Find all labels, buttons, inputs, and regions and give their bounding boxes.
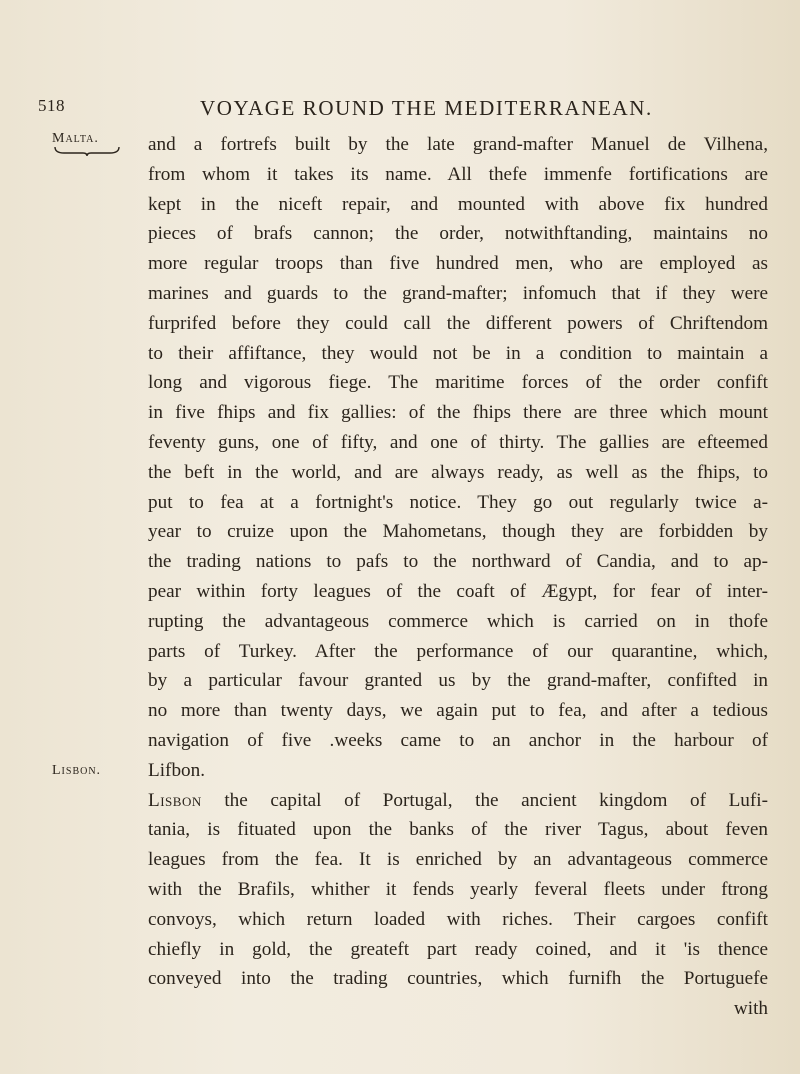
running-title: VOYAGE ROUND THE MEDITERRANEAN. — [200, 96, 653, 120]
text-line: from whom it takes its name. All thefe immenfe fortifications are — [148, 163, 768, 185]
text-line: feventy guns, one of fifty, and one of thirty. The gallies are efteemed — [148, 431, 768, 453]
text-line: in five fhips and fix gallies: of the fhips there are three which mount — [148, 402, 768, 424]
text-line: the trading nations to pafs to the northward of Candia, and to ap- — [148, 551, 768, 573]
margin-note-lisbon-text: Lisbon. — [52, 763, 102, 778]
paragraph-2-first-line — [148, 786, 768, 816]
margin-note-lisbon — [52, 763, 101, 779]
text-line: marines and guards to the grand-mafter; infomuch that if they were — [148, 282, 768, 304]
catchword: with — [733, 998, 768, 1020]
text-line: kept in the niceft repair, and mounted with above fix hundred — [148, 193, 768, 215]
text-line: by a particular favour granted us by the grand-mafter, confifted in — [148, 670, 768, 692]
text-line: convoys, which return loaded with riches. Their cargoes confift — [148, 908, 768, 930]
text-line: conveyed into the trading countries, which furnifh the Portuguefe — [148, 968, 768, 990]
text-line: furprifed before they could call the different powers of Chriftendom — [148, 312, 768, 334]
body-text — [148, 130, 768, 1024]
text-line: put to fea at a fortnight's notice. They go out regularly twice a- — [148, 491, 768, 513]
text-line: and a fortrefs built by the late grand-mafter Manuel de Vilhena, — [148, 134, 768, 155]
paragraph-2-lines — [148, 815, 768, 994]
text-line: with the Brafils, whither it fends yearly feveral fleets under ftrong — [148, 878, 768, 900]
lead-word: Lisbon — [148, 789, 202, 811]
text-line: no more than twenty days, we again put to fea, and after a tedious — [148, 700, 768, 722]
text-line: pear within forty leagues of the coaft of Ægypt, for fear of inter- — [148, 580, 768, 602]
text-line: year to cruize upon the Mahometans, though they are forbidden by — [148, 521, 768, 543]
text-line: to their affiftance, they would not be in a condition to maintain a — [148, 342, 768, 364]
paragraph-2 — [148, 786, 768, 995]
text-line: chiefly in gold, the greateft part ready coined, and it 'is thence — [148, 938, 768, 960]
text-line: rupting the advantageous commerce which is carried on in thofe — [148, 610, 768, 632]
text-line: the beft in the world, and are always ready, as well as the fhips, to — [148, 461, 768, 483]
text-line: more regular troops than five hundred men, who are employed as — [148, 253, 768, 275]
first-line-rest: the capital of Portugal, the ancient kingdom of Lufi- — [201, 789, 768, 811]
margin-note-malta-text: Malta. — [52, 131, 99, 146]
text-line: tania, is fituated upon the banks of the river Tagus, about feven — [148, 819, 768, 841]
paragraph-1 — [148, 130, 768, 786]
margin-note-malta — [52, 131, 99, 147]
text-line: Lifbon. — [148, 759, 206, 781]
text-line: navigation of five .weeks came to an anchor in the harbour of — [148, 729, 768, 751]
text-line: parts of Turkey. After the performance of our quarantine, which, — [148, 640, 768, 662]
text-line: leagues from the fea. It is enriched by an advantageous commerce — [148, 849, 768, 871]
margin-brace — [54, 146, 120, 156]
text-line: pieces of brafs cannon; the order, notwithftanding, maintains no — [148, 223, 768, 245]
text-line: long and vigorous fiege. The maritime forces of the order confift — [148, 372, 768, 394]
page-number: 518 — [38, 96, 65, 115]
page-header — [38, 96, 760, 126]
